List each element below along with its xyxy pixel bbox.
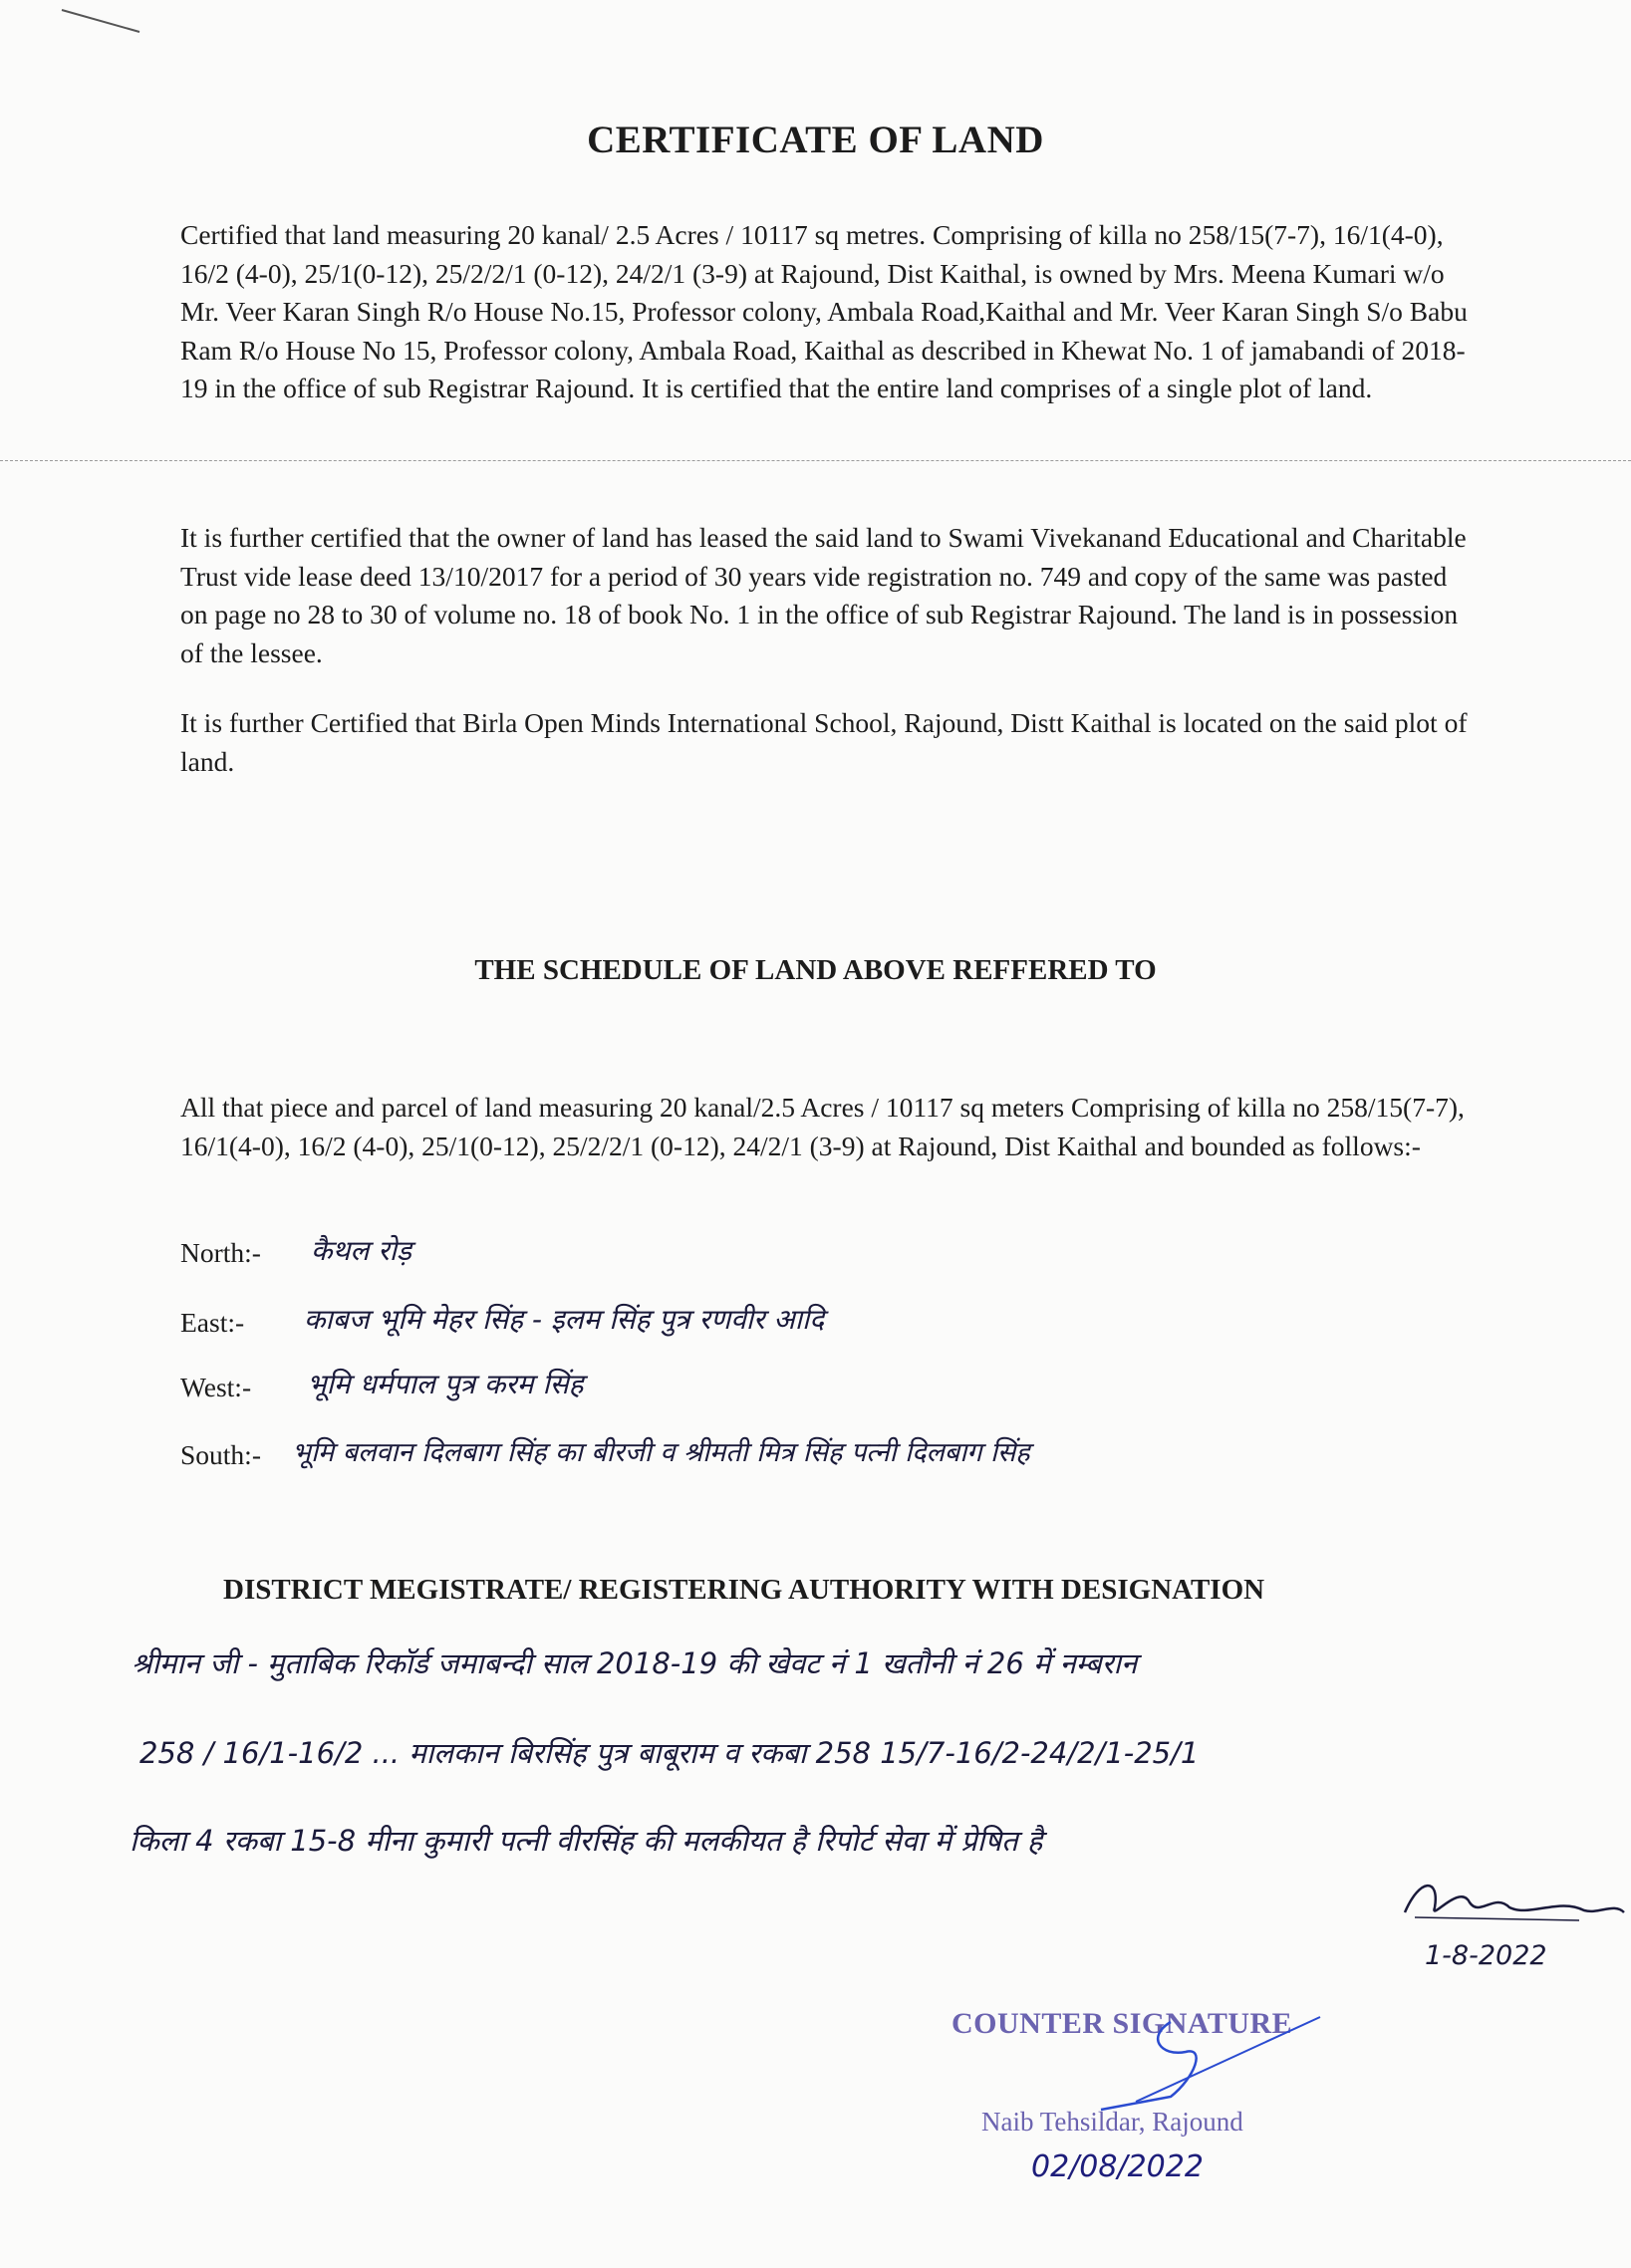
- document-title: CERTIFICATE OF LAND: [587, 119, 1044, 161]
- counter-signature-stamp: COUNTER SIGNATURE: [951, 2007, 1293, 2040]
- patwari-signature: [1400, 1873, 1629, 1932]
- fold-line: [0, 460, 1631, 461]
- patwari-sign-date: 1-8-2022: [1425, 1940, 1547, 1971]
- handwritten-note-line-2: 258 / 16/1-16/2 ... मालकान बिरसिंह पुत्र बाबूराम व रकबा 258 15/7-16/2-24/2/1-25/1: [139, 1736, 1200, 1770]
- paragraph-lease: It is further certified that the owner of land has leased the said land to Swami Vivekanand Educational and Charitable Trust vide lease deed 13/10/2017 for a period of 30 years vide registration no. 749 and copy of the same was pasted on page no 28 to 30 of volume no. 18 of book No. 1 in the office of sub Registrar Rajound. The land is in possession of the lessee.: [180, 522, 1467, 668]
- boundary-east-value: काबज भूमि मेहर सिंह - इलम सिंह पुत्र रणवीर आदि: [304, 1303, 825, 1336]
- boundary-east-label: East:-: [180, 1307, 245, 1338]
- boundary-west-value: भूमि धर्मपाल पुत्र करम सिंह: [307, 1368, 584, 1400]
- boundary-south-value: भूमि बलवान दिलबाग सिंह का बीरजी व श्रीमती मित्र सिंह पत्नी दिलबाग सिंह: [292, 1437, 1030, 1468]
- tehsildar-sign-date: 02/08/2022: [1031, 2149, 1204, 2184]
- handwritten-note-line-1: श्रीमान जी - मुताबिक रिकॉर्ड जमाबन्दी साल 2018-19 की खेवट नं 1 खतौनी नं 26 में नम्बरान: [132, 1646, 1138, 1680]
- tehsildar-office-stamp: Naib Tehsildar, Rajound: [981, 2107, 1243, 2137]
- boundary-north-value: कैथल रोड़: [311, 1234, 411, 1267]
- paragraph-school: It is further Certified that Birla Open Minds International School, Rajound, Distt Kaithal is located on the said plot of land.: [180, 707, 1468, 777]
- tehsildar-signature: [1076, 2002, 1335, 2112]
- boundary-west-label: West:-: [180, 1372, 252, 1402]
- boundary-south-label: South:-: [180, 1439, 261, 1470]
- authority-heading: DISTRICT MEGISTRATE/ REGISTERING AUTHORITY WITH DESIGNATION: [223, 1574, 1265, 1606]
- boundary-north-label: North:-: [180, 1237, 261, 1268]
- corner-pen-stroke: [60, 6, 149, 36]
- schedule-text: All that piece and parcel of land measuring 20 kanal/2.5 Acres / 10117 sq meters Comprising of killa no 258/15(7-7), 16/1(4-0), 16/2 (4-0), 25/1(0-12), 25/2/2/1 (0-12), 24/2/1 (3-9) at Rajound, Dist Kaithal and bounded as follows:-: [180, 1092, 1465, 1161]
- schedule-heading: THE SCHEDULE OF LAND ABOVE REFFERED TO: [474, 954, 1157, 986]
- paragraph-ownership: Certified that land measuring 20 kanal/ 2.5 Acres / 10117 sq metres. Comprising of killa no 258/15(7-7), 16/1(4-0), 16/2 (4-0), 25/1(0-12), 25/2/2/1 (0-12), 24/2/1 (3-9) at Rajound, Dist Kaithal, is owned by Mrs. Meena Kumari w/o Mr. Veer Karan Singh R/o House No.15, Professor colony, Ambala Road,Kaithal and Mr. Veer Karan Singh S/o Babu Ram R/o House No 15, Professor colony, Ambala Road, Kaithal as described in Khewat No. 1 of jamabandi of 2018-19 in the office of sub Registrar Rajound. It is certified that the entire land comprises of a single plot of land.: [180, 219, 1468, 403]
- handwritten-note-line-3: किला 4 रकबा 15-8 मीना कुमारी पत्नी वीरसिंह की मलकीयत है रिपोर्ट सेवा में प्रेषित है: [130, 1824, 1043, 1858]
